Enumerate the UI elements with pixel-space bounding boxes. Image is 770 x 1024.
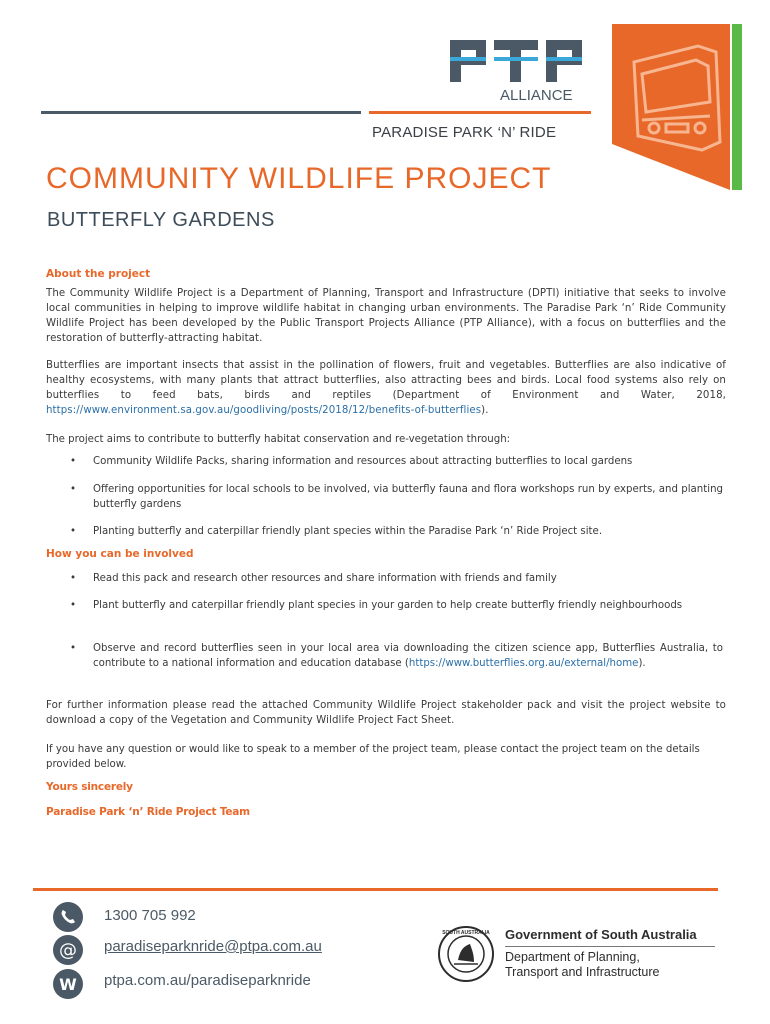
signature: Paradise Park ‘n’ Ride Project Team	[46, 806, 250, 818]
svg-text:SOUTH AUSTRALIA: SOUTH AUSTRALIA	[442, 930, 490, 936]
svg-text:@: @	[59, 940, 77, 961]
svg-text:ALLIANCE: ALLIANCE	[500, 87, 573, 104]
involved-list: • Read this pack and research other resources and share information with friends and family • Plant butterfly and caterpillar friendly plant species in your garden to help create butterfly friendly neighbourhoods • Observe and record butterflies seen in your local area via downloading the citizen science app, Butterflies Australia, to contribute to a national information and education database (https://www.butterflies.org.au/external/home).	[70, 573, 723, 669]
signoff: Yours sincerely	[46, 781, 133, 793]
phone-number: 1300 705 992	[104, 907, 196, 924]
bus-graphic	[612, 24, 752, 190]
bullet-dot: •	[70, 526, 77, 537]
gov-name: Government of South Australia	[505, 927, 697, 942]
svg-text:W: W	[59, 975, 77, 994]
gov-department-line-2: Transport and Infrastructure	[505, 965, 660, 979]
email-link[interactable]: paradiseparknride@ptpa.com.au	[104, 938, 322, 955]
environment-link[interactable]: https://www.environment.sa.gov.au/goodliving/posts/2018/12/benefits-of-butterflies	[46, 405, 482, 416]
ptp-alliance-logo	[448, 38, 608, 110]
header-rule-dark	[41, 111, 361, 114]
further-info: For further information please read the attached Community Wildlife Project stakeholder pack and visit the project website to download a copy of the Vegetation and Community Wildlife Project Fact Sheet.	[46, 700, 726, 726]
aims-list: • Community Wildlife Packs, sharing information and resources about attracting butterflies to local gardens • Offering opportunities for local schools to be involved, via butterfly fauna and flora workshops run by experts, and planting butterfly gardens • Planting butterfly and caterpillar friendly plant species within the Paradise Park ‘n’ Ride Project site.	[70, 456, 723, 537]
bullet-dot: •	[70, 643, 77, 654]
aims-intro: The project aims to contribute to butterfly habitat conservation and re-vegetation through:	[46, 434, 511, 445]
involved-heading: How you can be involved	[46, 548, 194, 560]
web-icon	[53, 969, 83, 999]
gov-rule	[505, 946, 715, 947]
bullet-dot: •	[70, 600, 77, 611]
header-rule-orange	[369, 111, 591, 114]
government-seal	[434, 924, 498, 984]
email-icon	[53, 935, 83, 965]
about-paragraph-2	[46, 358, 726, 418]
phone-icon	[53, 902, 83, 932]
bullet-dot: •	[70, 484, 77, 495]
page-title: COMMUNITY WILDLIFE PROJECT	[46, 162, 552, 195]
butterflies-link[interactable]: https://www.butterflies.org.au/external/home	[408, 658, 639, 669]
about-paragraph-1: The Community Wildlife Project is a Department of Planning, Transport and Infrastructure (DPTI) initiative that seeks to involve local communities in helping to improve wildlife habitat in changing urban environments. The Paradise Park ‘n’ Ride Community Wildlife Project has been developed by the Public Transport Projects Alliance (PTP Alliance), with a focus on butterflies and the restoration of butterfly-attracting habitat.	[46, 288, 726, 344]
page-subtitle: BUTTERFLY GARDENS	[47, 209, 275, 231]
web-link[interactable]: ptpa.com.au/paradiseparknride	[104, 972, 311, 989]
about-heading: About the project	[46, 268, 151, 280]
questions-text: If you have any question or would like to speak to a member of the project team, please contact the project team on the details provided below.	[46, 744, 700, 770]
gov-department-line-1: Department of Planning,	[505, 950, 640, 964]
bullet-dot: •	[70, 573, 77, 584]
about-paragraph-2-text: Butterflies are important insects that assist in the pollination of flowers, fruit and vegetables. Butterflies are also indicative of healthy ecosystems, with many plants that attract butterflies, also attracting bees and birds. Local food systems also rely on butterflies to feed bats, birds and reptiles (Department of Environment and Water, 2018,	[46, 360, 726, 401]
project-name: PARADISE PARK ‘N’ RIDE	[372, 124, 557, 141]
about-paragraph-2-end: ).	[481, 405, 489, 416]
bullet-dot: •	[70, 456, 77, 467]
footer-rule	[33, 888, 718, 891]
